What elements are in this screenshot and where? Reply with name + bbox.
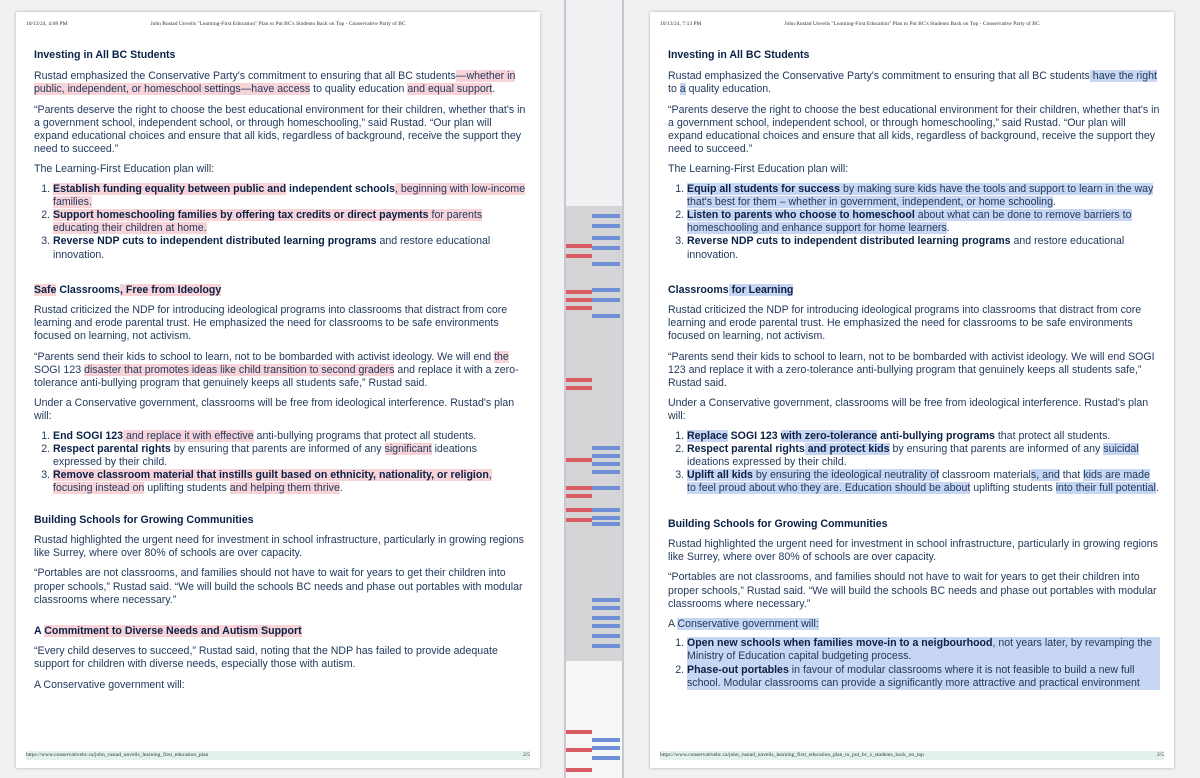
added-text[interactable]: about what can be done to remove barriers to homeschooling and enhance support for home learners bbox=[687, 209, 1132, 235]
paragraph: “Parents send their kids to school to learn, not to be bombarded with activist ideology. We will end SOGI 123 and replace it with a zero-tolerance anti-bullying program that genuinely keeps all students safe,” Rustad said. bbox=[668, 350, 1155, 390]
list-item: 2. Phase-out portables in favour of modular classrooms where it is not feasible to build a new full school. Modular classrooms can provide a significantly more attractive and practical environment bbox=[687, 664, 1160, 690]
section-heading: Safe Classrooms, Free from Ideology bbox=[34, 283, 222, 296]
list-item: 3. Reverse NDP cuts to independent distributed learning programs and restore educational innovation. bbox=[53, 235, 526, 261]
numbered-list bbox=[687, 183, 1160, 262]
section-heading: Building Schools for Growing Communities bbox=[668, 517, 888, 530]
addition-marker[interactable] bbox=[592, 246, 620, 250]
diff-overview-map-lower bbox=[566, 661, 622, 778]
addition-marker[interactable] bbox=[592, 446, 620, 450]
deleted-text[interactable]: Safe bbox=[34, 283, 57, 296]
added-text[interactable]: and protect kids bbox=[804, 442, 890, 455]
deleted-text[interactable]: and replace it with effective bbox=[123, 429, 254, 442]
document-page-revised bbox=[650, 12, 1174, 768]
deletion-marker[interactable] bbox=[566, 768, 592, 772]
paragraph: “Portables are not classrooms, and families should not have to wait for years to get their children into proper schools,” Rustad said. “We will build the schools BC needs and phase out portables with modular classrooms where necessary.” bbox=[668, 571, 1157, 610]
paragraph: The Learning-First Education plan will: bbox=[668, 163, 849, 176]
paragraph: “Parents deserve the right to choose the best educational environment for their children, whether that's in a government school, independent school, or through homeschooling,” said Rustad. “Our plan will expand educational choices and ensure that all kids, regardless of background, receive the support they need to succeed.” bbox=[34, 103, 526, 156]
page-content bbox=[668, 49, 1160, 690]
paragraph: The Learning-First Education plan will: bbox=[34, 163, 215, 176]
list-item: 1. End SOGI 123 and replace it with effective anti-bullying programs that protect all students. bbox=[53, 430, 526, 443]
list-item bbox=[53, 209, 526, 235]
addition-marker[interactable] bbox=[592, 644, 620, 648]
header-title: John Rustad Unveils "Learning-First Education" Plan to Put BC's Students Back on Top - Conservative Party of BC bbox=[150, 21, 406, 27]
page-footer bbox=[660, 752, 1164, 758]
paragraph: “Parents send their kids to school to learn, not to be bombarded with activist ideology. We will end the SOGI 123 disaster that promotes ideas like child transition to second graders and replace it with a zero-tolerance anti-bullying program that genuinely keeps all students safe,” Rustad said. bbox=[34, 350, 519, 390]
deleted-text[interactable]: Commitment to Diverse Needs and Autism Support bbox=[44, 624, 302, 637]
addition-marker[interactable] bbox=[592, 486, 620, 490]
page-number: 2/5 bbox=[522, 752, 530, 758]
paragraph: “Every child deserves to succeed,” Rustad said, noting that the NDP has failed to provide adequate support for children with diverse needs, especially those with autism. bbox=[34, 645, 498, 671]
divider-line bbox=[622, 0, 624, 778]
section-heading: A Commitment to Diverse Needs and Autism Support bbox=[34, 624, 302, 637]
added-text[interactable]: Replace bbox=[687, 429, 728, 442]
addition-marker[interactable] bbox=[592, 454, 620, 458]
addition-marker[interactable] bbox=[592, 262, 620, 266]
paragraph: Rustad highlighted the urgent need for investment in school infrastructure, particularly in growing regions like Surrey, where over 80% of schools are over capacity. bbox=[34, 533, 524, 560]
deletion-marker[interactable] bbox=[566, 494, 592, 498]
paragraph: “Parents deserve the right to choose the best educational environment for their children, whether that's in a government school, independent school, or through homeschooling,” said Rustad. “Our plan will expand educational choices and ensure that all kids, regardless of background, receive the support they need to succeed.” bbox=[668, 103, 1160, 156]
addition-marker[interactable] bbox=[592, 634, 620, 638]
addition-marker[interactable] bbox=[592, 616, 620, 620]
addition-marker[interactable] bbox=[592, 606, 620, 610]
list-item: 3. Remove classroom material that instills guilt based on ethnicity, nationality, or religion, focusing instead on uplifting students and helping them thrive. bbox=[53, 469, 526, 495]
list-item: 3. Reverse NDP cuts to independent distributed learning programs and restore educational innovation. bbox=[687, 235, 1160, 261]
deletion-marker[interactable] bbox=[566, 290, 592, 294]
added-text[interactable]: Conservative government will: bbox=[677, 617, 819, 630]
paragraph: A Conservative government will: bbox=[34, 678, 185, 691]
added-text[interactable]: suicidal bbox=[1103, 442, 1139, 455]
numbered-list bbox=[53, 183, 526, 262]
addition-marker[interactable] bbox=[592, 522, 620, 526]
deleted-text[interactable]: , Free from Ideology bbox=[119, 283, 222, 296]
addition-marker[interactable] bbox=[592, 756, 620, 760]
addition-marker[interactable] bbox=[592, 214, 620, 218]
paragraph: A Conservative government will: bbox=[668, 617, 819, 630]
deleted-text[interactable]: Support homeschooling families by offering tax credits or direct payments bbox=[53, 209, 429, 222]
addition-marker[interactable] bbox=[592, 236, 620, 240]
addition-marker[interactable] bbox=[592, 508, 620, 512]
added-text[interactable]: Listen to parents who choose to homeschool bbox=[687, 209, 915, 222]
added-text[interactable]: have the right bbox=[1089, 70, 1157, 83]
added-text[interactable]: a bbox=[679, 83, 686, 96]
added-text[interactable]: with zero-tolerance bbox=[780, 429, 878, 442]
added-text[interactable]: s, and bbox=[1030, 469, 1060, 482]
added-text[interactable]: into their full potential bbox=[1055, 482, 1156, 495]
deleted-text[interactable]: for parents educating their children at home. bbox=[53, 209, 483, 235]
addition-marker[interactable] bbox=[592, 288, 620, 292]
deleted-text[interactable]: significant bbox=[384, 442, 432, 455]
deletion-marker[interactable] bbox=[566, 458, 592, 462]
deletion-marker[interactable] bbox=[566, 298, 592, 302]
page-footer bbox=[26, 752, 530, 758]
deleted-text[interactable]: , beginning with low-income families. bbox=[53, 182, 526, 208]
addition-marker[interactable] bbox=[592, 224, 620, 228]
addition-marker[interactable] bbox=[592, 314, 620, 318]
paragraph: Under a Conservative government, classrooms will be free from ideological interference. Rustad's plan will: bbox=[34, 397, 515, 423]
addition-marker[interactable] bbox=[592, 624, 620, 628]
paragraph: Rustad emphasized the Conservative Party's commitment to ensuring that all BC students—whether in public, independent, or homeschool settings—have access to quality education and equal support. bbox=[34, 70, 516, 96]
list-item: 2. Respect parental rights by ensuring that parents are informed of any significant ideations expressed by their child. bbox=[53, 443, 526, 469]
list-item: 1. Equip all students for success by making sure kids have the tools and support to learn in the way that's best for them – whether in government, independent, or home schooling. bbox=[687, 183, 1160, 209]
deletion-marker[interactable] bbox=[566, 244, 592, 248]
numbered-list bbox=[687, 637, 1160, 690]
diff-overview-map[interactable] bbox=[566, 206, 622, 661]
deletion-marker[interactable] bbox=[566, 378, 592, 382]
addition-marker[interactable] bbox=[592, 738, 620, 742]
paragraph: “Portables are not classrooms, and families should not have to wait for years to get their children into proper schools,” Rustad said. “We will build the schools BC needs and phase out portables with modular classrooms where necessary.” bbox=[34, 567, 523, 606]
section-heading: Investing in All BC Students bbox=[668, 49, 810, 61]
deletion-marker[interactable] bbox=[566, 508, 592, 512]
deleted-text[interactable]: , focusing instead on bbox=[53, 469, 492, 495]
header-title: John Rustad Unveils "Learning-First Education" Plan to Put BC's Students Back on Top - Conservative Party of BC bbox=[784, 21, 1040, 27]
section-heading: Building Schools for Growing Communities bbox=[34, 513, 254, 526]
document-page-original bbox=[16, 12, 540, 768]
deletion-marker[interactable] bbox=[566, 748, 592, 752]
addition-marker[interactable] bbox=[592, 746, 620, 750]
added-text[interactable]: kids are made to feel proud about who they are. Education should be about bbox=[687, 469, 1150, 495]
deletion-marker[interactable] bbox=[566, 730, 592, 734]
deleted-text[interactable]: Remove classroom material that bbox=[53, 469, 217, 482]
deletion-marker[interactable] bbox=[566, 486, 592, 490]
list-item: 1. Open new schools when families move-in to a neigbourhood, not years later, by revamping the Ministry of Education capital budgeting process. bbox=[687, 637, 1160, 663]
added-text[interactable]: Equip all students for success bbox=[687, 182, 841, 195]
addition-marker[interactable] bbox=[592, 516, 620, 520]
deleted-text[interactable]: Establish funding equality between public and bbox=[53, 182, 287, 195]
page-content bbox=[34, 49, 526, 692]
list-item: 1. Replace SOGI 123 with zero-tolerance anti-bullying programs that protect all students. bbox=[687, 430, 1160, 443]
deletion-marker[interactable] bbox=[566, 518, 592, 522]
deleted-text[interactable]: instills guilt based on ethnicity, nationality, or religion bbox=[216, 469, 489, 482]
deleted-text[interactable]: and equal support bbox=[407, 83, 493, 96]
addition-marker[interactable] bbox=[592, 298, 620, 302]
paragraph: Under a Conservative government, classrooms will be free from ideological interference. Rustad's plan will: bbox=[668, 397, 1149, 423]
section-heading: Investing in All BC Students bbox=[34, 49, 176, 61]
addition-marker[interactable] bbox=[592, 598, 620, 602]
deleted-text[interactable]: disaster that promotes ideas like child transition to second graders bbox=[84, 363, 395, 376]
header-date: 10/13/24, 4:08 PM bbox=[26, 21, 68, 27]
footer-url[interactable]: https://www.conservativebc.ca/john_rustad_unveils_learning_first_education_plan bbox=[26, 752, 209, 758]
list-item: 2. Listen to parents who choose to homeschool about what can be done to remove barriers to homeschooling and enhance support for home learners. bbox=[687, 209, 1160, 235]
list-item: 1. Establish funding equality between public and independent schools, beginning with low-income families. bbox=[53, 183, 526, 209]
numbered-list bbox=[687, 430, 1160, 496]
deletion-marker[interactable] bbox=[566, 386, 592, 390]
section-heading: Classrooms for Learning bbox=[668, 283, 794, 296]
list-item: 2. Respect parental rights and protect kids by ensuring that parents are informed of any suicidal ideations expressed by their child. bbox=[687, 443, 1160, 469]
added-text[interactable]: by making sure kids have the tools and support to learn in the way that's best for them – whether in government, independent, or home schooling bbox=[687, 182, 1154, 208]
deletion-marker[interactable] bbox=[566, 254, 592, 258]
deleted-text[interactable]: the bbox=[494, 350, 509, 363]
added-text[interactable]: by ensuring the ideological neutrality of bbox=[752, 469, 940, 482]
page-number: 2/5 bbox=[1156, 752, 1164, 758]
addition-marker[interactable] bbox=[592, 462, 620, 466]
paragraph: Rustad highlighted the urgent need for investment in school infrastructure, particularly in growing regions like Surrey, where over 80% of schools are over capacity. bbox=[668, 537, 1158, 564]
list-item: 3. Uplift all kids by ensuring the ideological neutrality of classroom materials, and that kids are made to feel proud about who they are. Education should be about uplifting students into their full potential. bbox=[687, 469, 1160, 495]
footer-url[interactable]: https://www.conservativebc.ca/john_rustad_unveils_learning_first_education_plan_to_put_bc_s_students_back_on_top bbox=[660, 752, 924, 758]
paragraph: Rustad criticized the NDP for introducing ideological programs into classrooms that distract from core learning and erode parental trust. He emphasized the need for classrooms to be safe environments focused on learning, not activism. bbox=[34, 304, 508, 343]
deleted-text[interactable]: —whether in public, independent, or homeschool settings—have access bbox=[34, 70, 516, 96]
deletion-marker[interactable] bbox=[566, 306, 592, 310]
deleted-text[interactable]: and helping them thrive bbox=[229, 482, 340, 495]
addition-marker[interactable] bbox=[592, 470, 620, 474]
added-text[interactable]: for Learning bbox=[728, 283, 794, 296]
paragraph: Rustad emphasized the Conservative Party's commitment to ensuring that all BC students have the right to a quality education. bbox=[668, 70, 1157, 96]
added-text[interactable]: Uplift all kids bbox=[687, 469, 753, 482]
paragraph: Rustad criticized the NDP for introducing ideological programs into classrooms that distract from core learning and erode parental trust. He emphasized the need for classrooms to be safe environments focused on learning, not activism. bbox=[668, 304, 1142, 343]
header-date: 10/13/24, 7:13 PM bbox=[660, 21, 702, 27]
numbered-list bbox=[53, 430, 526, 496]
